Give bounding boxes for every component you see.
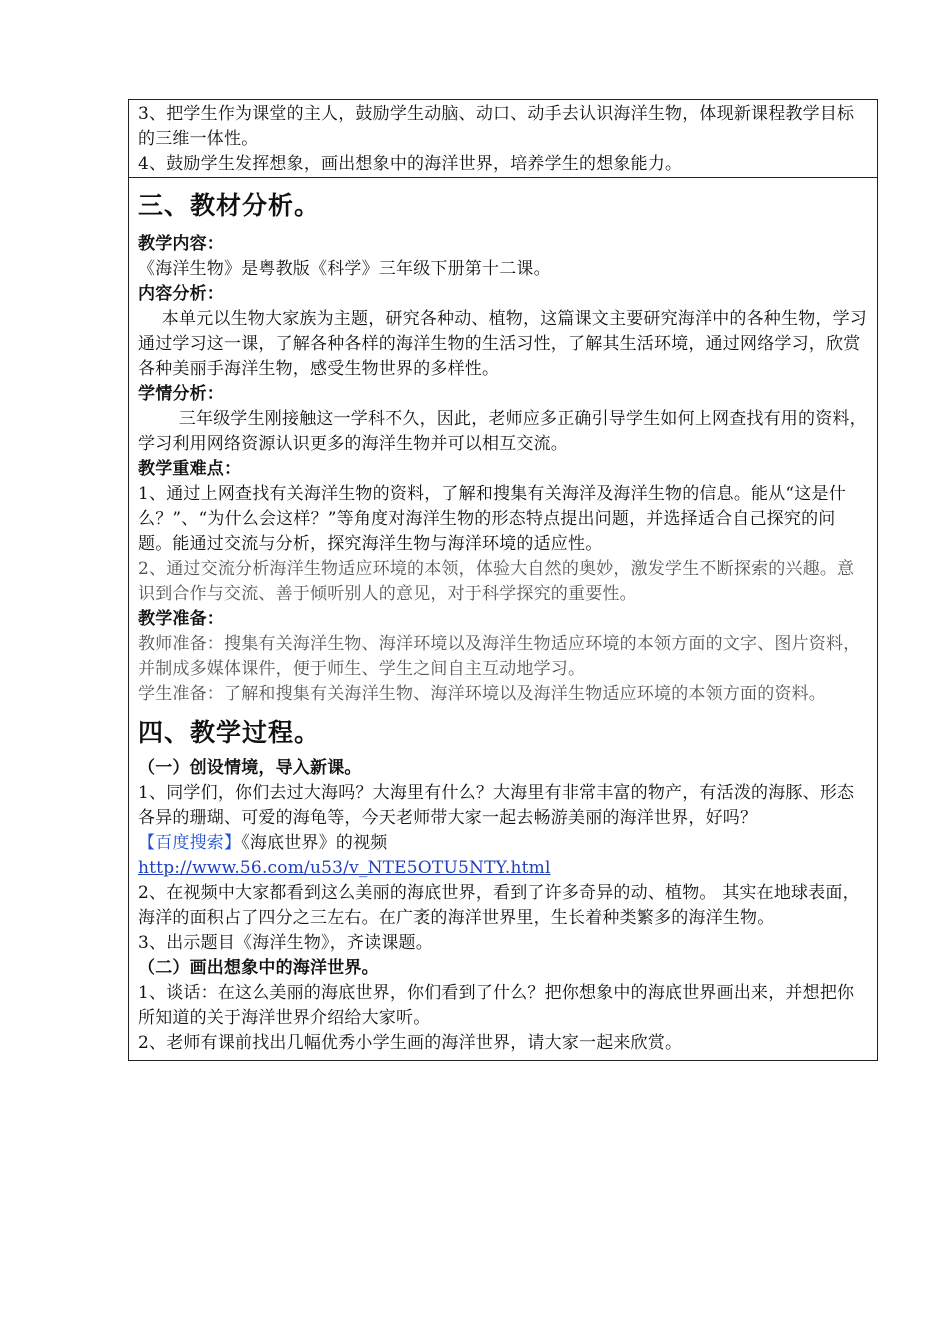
part1-step-3: 3、出示题目《海洋生物》，齐读课题。: [138, 933, 433, 953]
section4-heading: 四、教学过程。: [138, 718, 321, 747]
objective-item-4: 4、鼓励学生发挥想象，画出想象中的海洋世界，培养学生的想象能力。: [138, 154, 683, 174]
section-material-analysis: [129, 177, 877, 1060]
content-analysis-text: 本单元以生物大家族为主题，研究各种动、植物，这篇课文主要研究海洋中的各种生物，学习通过学习这一课，了解各种各样的海洋生物的生活习性，了解其生活环境，通过网络学习，欣赏各种美丽手海洋生物，感受生物世界的多样性。: [138, 309, 867, 379]
section-teaching-process: [138, 715, 868, 1056]
teaching-content-text: 《海洋生物》是粤教版《科学》三年级下册第十二课。: [138, 259, 551, 279]
part1-step-1: 1、同学们，你们去过大海吗？大海里有什么？大海里有非常丰富的物产，有活泼的海豚、形态各异的珊瑚、可爱的海龟等，今天老师带大家一起去畅游美丽的海洋世界，好吗？: [138, 783, 855, 828]
learner-analysis-text: 三年级学生刚接触这一学科不久，因此，老师应多正确引导学生如何上网查找有用的资料， 学习利用网络资源认识更多的海洋生物并可以相互交流。: [138, 409, 867, 454]
key-point-2: 2、通过交流分析海洋生物适应环境的本领，体验大自然的奥妙，激发学生不断探索的兴趣。意识到合作与交流、善于倾听别人的意见，对于科学探究的重要性。: [138, 559, 855, 604]
learner-analysis-label: 学情分析：: [138, 384, 224, 404]
part2-step-2: 2、老师有课前找出几幅优秀小学生画的海洋世界，请大家一起来欣赏。: [138, 1033, 683, 1053]
objective-item-3: 3、把学生作为课堂的主人，鼓励学生动脑、动口、动手去认识海洋生物，体现新课程教学目标的三维一体性。: [138, 104, 855, 149]
content-analysis-label: 内容分析：: [138, 284, 224, 304]
key-point-1: 1、通过上网查找有关海洋生物的资料，了解和搜集有关海洋及海洋生物的信息。能从“这是什么？”、“为什么会这样？”等角度对海洋生物的形态特点提出问题，并选择适合自己探究的问题。能通过交流与分析，探究海洋生物与海洋环境的适应性。: [138, 484, 846, 554]
objectives-cell: [129, 100, 877, 177]
part2-step-1: 1、谈话：在这么美丽的海底世界，你们看到了什么？把你想象中的海底世界画出来，并想把你所知道的关于海洋世界介绍给大家听。: [138, 983, 855, 1028]
section3-heading: 三、教材分析。: [138, 191, 321, 220]
student-prep-text: 学生准备：了解和搜集有关海洋生物、海洋环境以及海洋生物适应环境的本领方面的资料。: [138, 684, 826, 704]
search-tag: 【百度搜索】: [138, 833, 242, 853]
lesson-plan-table: [128, 99, 878, 1061]
video-link[interactable]: http://www.56.com/u53/v_NTE5OTU5NTY.html: [138, 858, 551, 878]
key-points-label: 教学重难点：: [138, 459, 242, 479]
part2-heading: （二）画出想象中的海洋世界。: [138, 958, 379, 978]
teaching-content-label: 教学内容：: [138, 234, 224, 254]
part1-step-2: 2、在视频中大家都看到这么美丽的海底世界，看到了许多奇异的动、植物。 其实在地球表面，海洋的面积占了四分之三左右。在广袤的海洋世界里，生长着种类繁多的海洋生物。: [138, 883, 860, 928]
video-title: 《海底世界》的视频: [241, 833, 388, 853]
teaching-prep-label: 教学准备：: [138, 609, 224, 629]
video-reference: [138, 831, 868, 856]
teacher-prep-text: 教师准备：搜集有关海洋生物、海洋环境以及海洋生物适应环境的本领方面的文字、图片资料，并制成多媒体课件，便于师生、学生之间自主互动地学习。: [138, 634, 861, 679]
part1-heading: （一）创设情境，导入新课。: [138, 758, 362, 778]
